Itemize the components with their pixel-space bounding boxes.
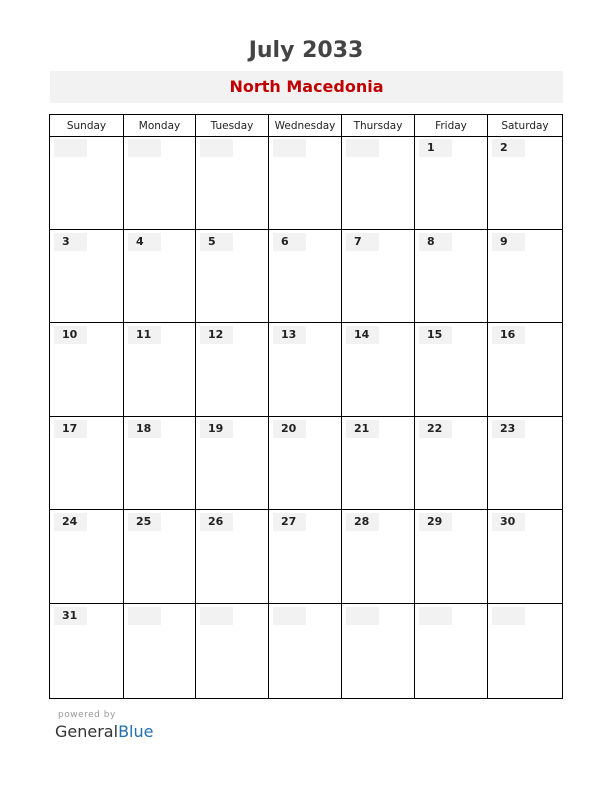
brand-general: General	[55, 722, 119, 741]
weekday-tuesday: Tuesday	[195, 115, 268, 136]
day-number	[346, 607, 379, 625]
day-number: 12	[200, 326, 233, 344]
day-number: 2	[492, 139, 525, 157]
day-cell[interactable]	[414, 417, 487, 509]
day-cell[interactable]	[268, 230, 341, 322]
day-number: 31	[54, 607, 87, 625]
day-number: 23	[492, 420, 525, 438]
day-number: 26	[200, 513, 233, 531]
day-number	[54, 139, 87, 157]
day-number: 4	[128, 233, 161, 251]
day-cell[interactable]	[414, 230, 487, 322]
day-number: 15	[419, 326, 452, 344]
day-cell[interactable]	[341, 136, 414, 229]
weekday-friday: Friday	[414, 115, 487, 136]
weekday-monday: Monday	[123, 115, 195, 136]
day-cell[interactable]	[195, 136, 268, 229]
powered-by-label: powered by	[58, 710, 116, 720]
day-cell[interactable]	[268, 136, 341, 229]
weekday-wednesday: Wednesday	[268, 115, 341, 136]
day-cell[interactable]	[123, 230, 195, 322]
calendar-title: July 2033	[248, 38, 364, 63]
day-cell[interactable]	[195, 230, 268, 322]
day-cell[interactable]	[414, 323, 487, 416]
day-cell[interactable]	[487, 604, 562, 699]
day-number: 5	[200, 233, 233, 251]
day-number: 17	[54, 420, 87, 438]
day-number	[492, 607, 525, 625]
day-number: 22	[419, 420, 452, 438]
brand-blue: Blue	[118, 722, 154, 741]
day-number	[128, 607, 161, 625]
day-cell[interactable]	[341, 230, 414, 322]
day-number: 20	[273, 420, 306, 438]
day-number: 7	[346, 233, 379, 251]
day-cell[interactable]	[341, 604, 414, 699]
day-number: 13	[273, 326, 306, 344]
calendar-grid	[49, 114, 563, 699]
day-cell[interactable]	[50, 136, 123, 229]
day-number: 18	[128, 420, 161, 438]
week-row	[50, 323, 562, 417]
day-number: 28	[346, 513, 379, 531]
day-number	[273, 607, 306, 625]
day-number	[346, 139, 379, 157]
day-cell[interactable]	[123, 510, 195, 603]
day-number: 16	[492, 326, 525, 344]
day-number: 10	[54, 326, 87, 344]
day-cell[interactable]	[195, 323, 268, 416]
day-cell[interactable]	[195, 604, 268, 699]
day-cell[interactable]	[341, 323, 414, 416]
day-number: 30	[492, 513, 525, 531]
day-cell[interactable]	[487, 136, 562, 229]
day-cell[interactable]	[268, 510, 341, 603]
week-row	[50, 136, 562, 230]
day-number: 11	[128, 326, 161, 344]
day-cell[interactable]	[268, 323, 341, 416]
day-number: 8	[419, 233, 452, 251]
day-number: 14	[346, 326, 379, 344]
day-number: 19	[200, 420, 233, 438]
day-cell[interactable]	[195, 510, 268, 603]
day-cell[interactable]	[123, 136, 195, 229]
day-number	[273, 139, 306, 157]
day-number: 6	[273, 233, 306, 251]
day-number	[128, 139, 161, 157]
day-cell[interactable]	[50, 323, 123, 416]
day-cell[interactable]	[268, 604, 341, 699]
day-cell[interactable]	[123, 323, 195, 416]
day-cell[interactable]	[414, 510, 487, 603]
day-cell[interactable]	[341, 417, 414, 509]
day-number: 9	[492, 233, 525, 251]
day-cell[interactable]	[50, 230, 123, 322]
day-cell[interactable]	[487, 510, 562, 603]
day-number	[200, 139, 233, 157]
day-cell[interactable]	[487, 323, 562, 416]
week-row	[50, 604, 562, 699]
day-number: 3	[54, 233, 87, 251]
country-banner	[50, 71, 563, 103]
day-cell[interactable]	[268, 417, 341, 509]
day-number	[419, 607, 452, 625]
day-cell[interactable]	[123, 417, 195, 509]
day-number: 29	[419, 513, 452, 531]
generalblue-logo[interactable]	[55, 722, 153, 741]
day-cell[interactable]	[123, 604, 195, 699]
weekday-sunday: Sunday	[66, 120, 107, 132]
day-number: 1	[419, 139, 452, 157]
day-cell[interactable]	[50, 510, 123, 603]
day-cell[interactable]	[50, 417, 123, 509]
day-cell[interactable]	[195, 417, 268, 509]
day-number: 21	[346, 420, 379, 438]
day-number: 25	[128, 513, 161, 531]
week-row	[50, 510, 562, 604]
day-cell[interactable]	[341, 510, 414, 603]
day-cell[interactable]	[50, 604, 123, 699]
day-cell[interactable]	[487, 230, 562, 322]
day-number: 27	[273, 513, 306, 531]
weekday-saturday: Saturday	[487, 115, 562, 136]
day-cell[interactable]	[414, 604, 487, 699]
day-number	[200, 607, 233, 625]
week-row	[50, 417, 562, 510]
weekday-thursday: Thursday	[341, 115, 414, 136]
day-cell[interactable]	[414, 136, 487, 229]
day-number: 24	[54, 513, 87, 531]
country-name: North Macedonia	[229, 77, 384, 96]
day-cell[interactable]	[487, 417, 562, 509]
weekday-header-row	[50, 115, 562, 137]
week-row	[50, 230, 562, 323]
